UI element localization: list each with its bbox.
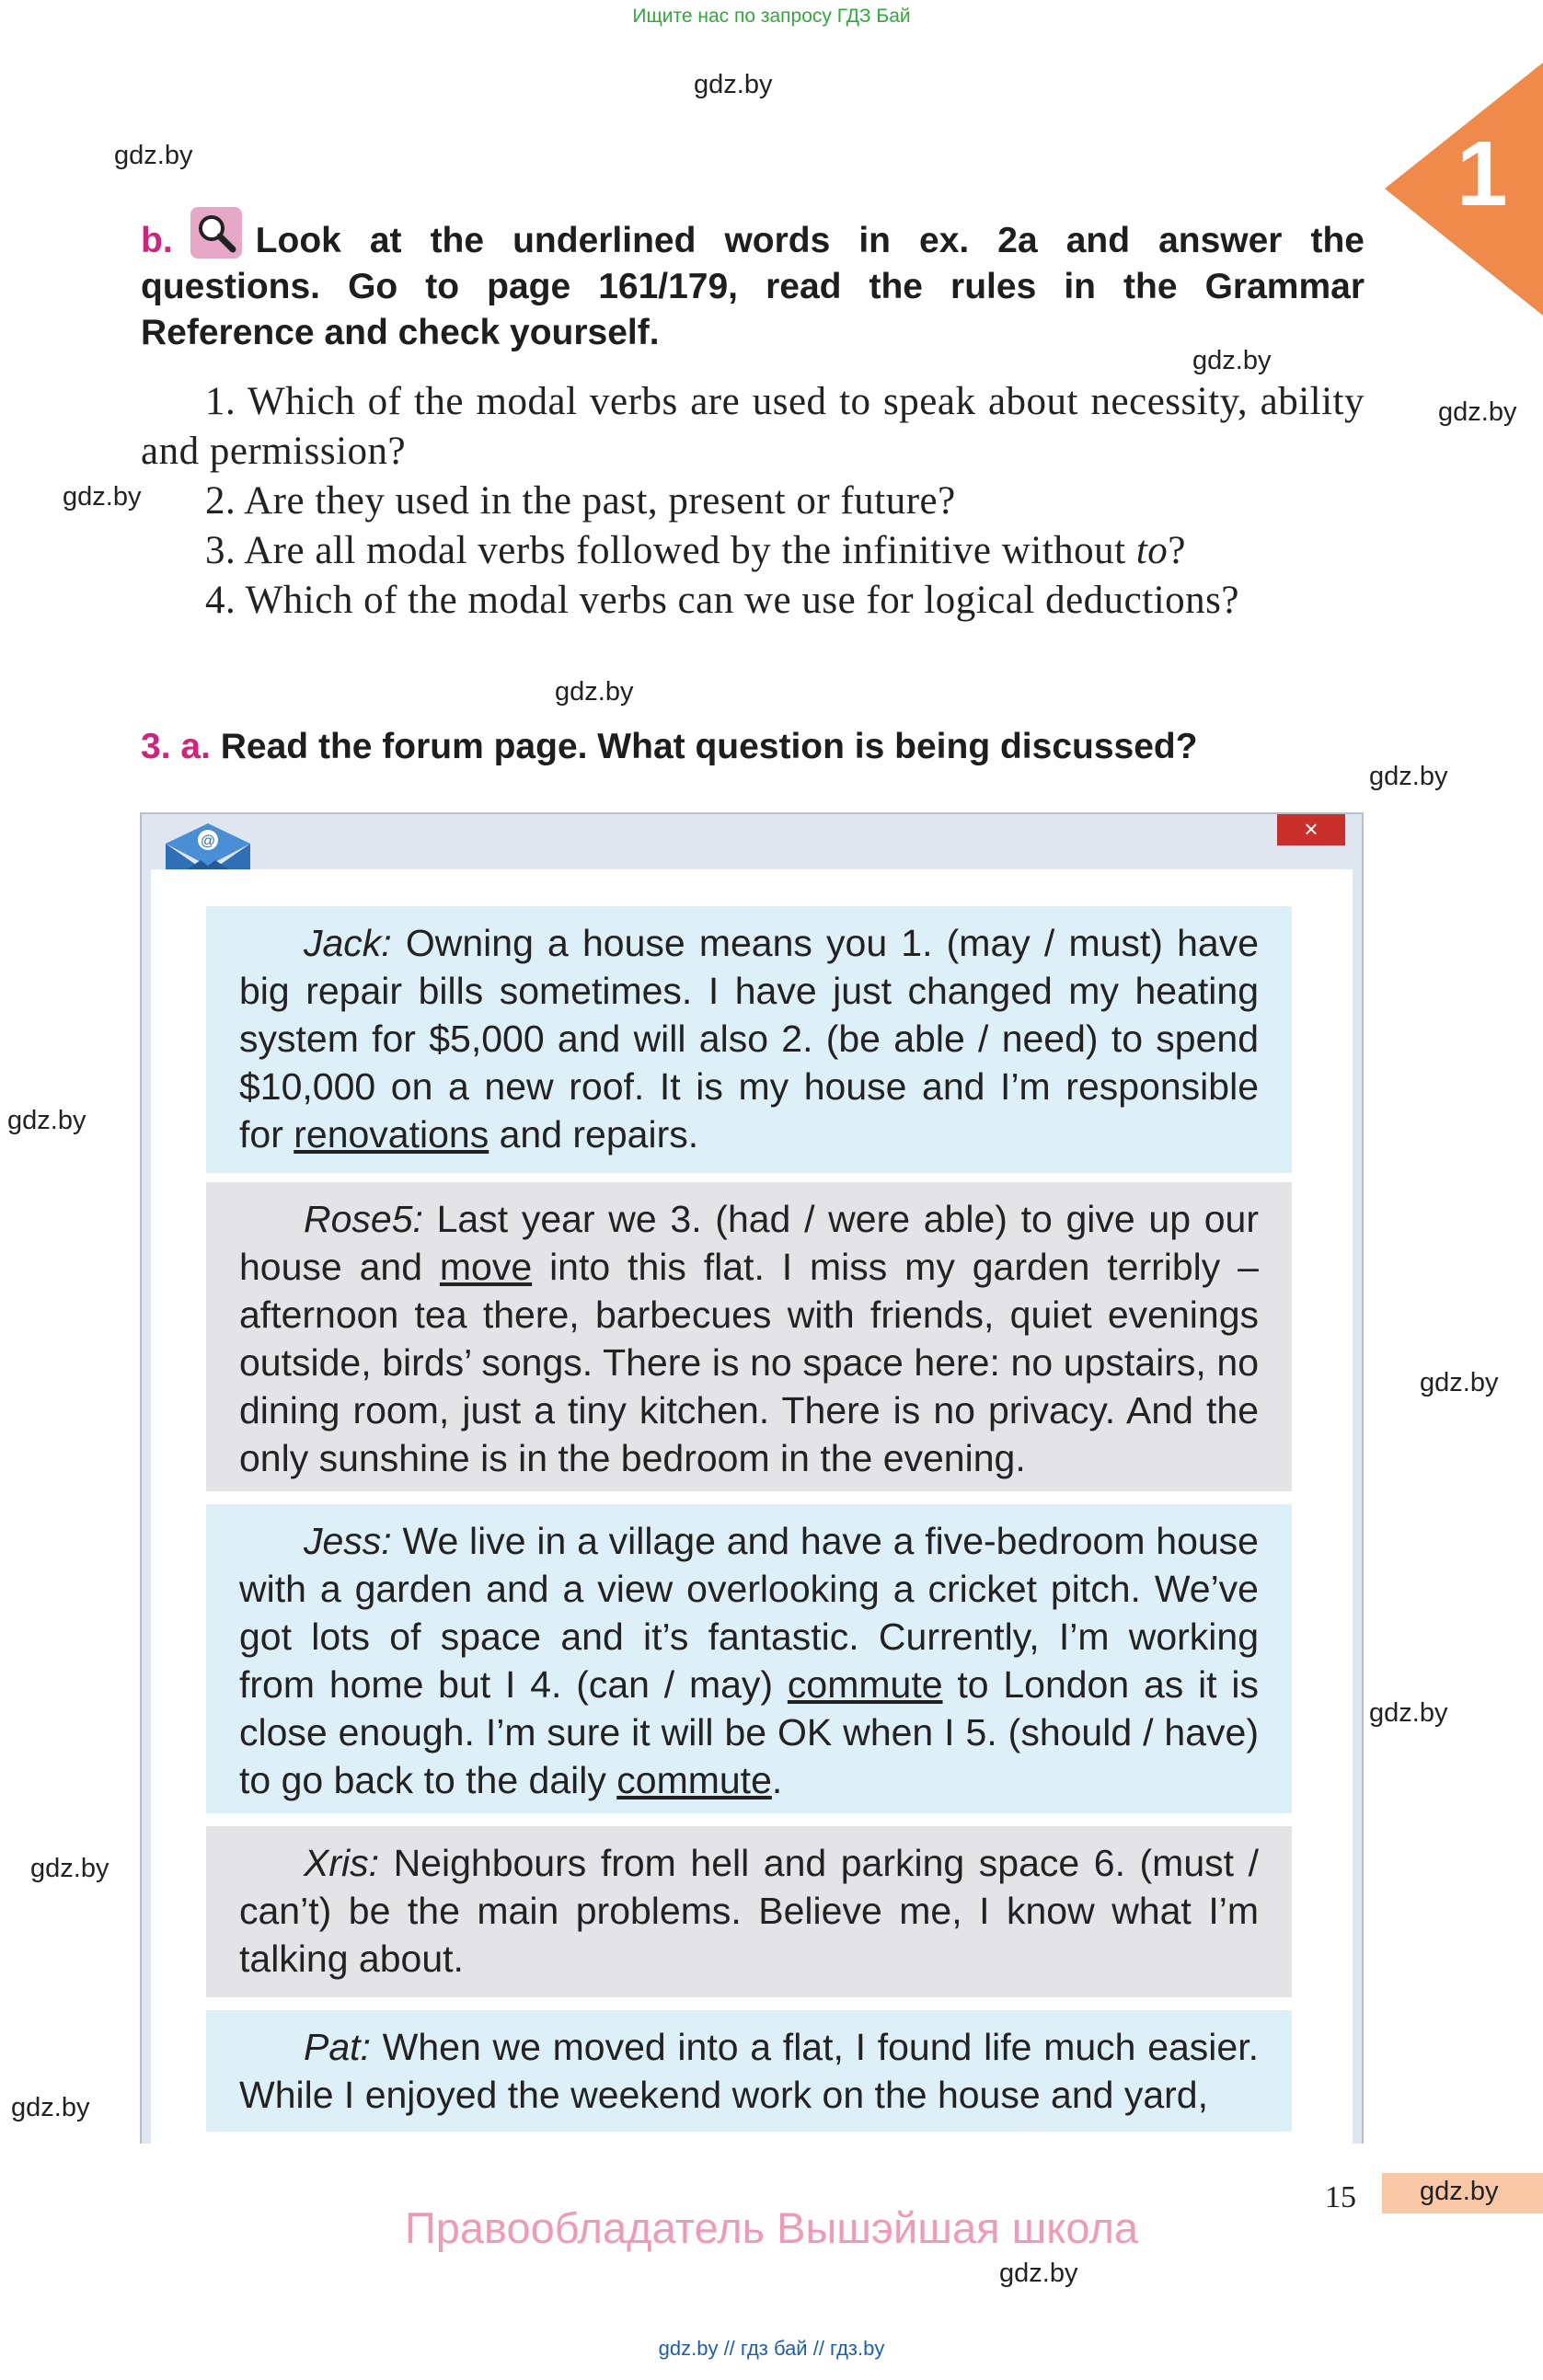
task-b-instruction-block [141,206,1365,356]
question-2 [141,477,1365,526]
watermark: gdz.by [555,677,634,707]
underlined-word: commute [787,1663,943,1706]
post-author: Jess: [304,1520,392,1562]
watermark: gdz.by [63,482,142,512]
question-4 [141,576,1365,626]
question-text: 3. Are all modal verbs followed by the infinitive without [205,529,1136,572]
unit-corner-badge [1385,63,1543,316]
watermark: gdz.by [114,141,193,170]
post-text: to London as it is close enough. I’m sure it will be OK when I 5. (should / have) to go back to the daily [239,1663,1259,1801]
underlined-word: renovations [294,1113,489,1156]
task-3a-instruction: Read the forum page. What question is being discussed? [220,727,1198,766]
post-author: Pat: [304,2026,371,2068]
page-number: 15 [1325,2180,1356,2214]
watermark: gdz.by [11,2093,90,2122]
header-note[interactable]: Ищите нас по запросу ГДЗ Бай [632,6,911,27]
task-b-instruction: Look at the underlined words in ex. 2a and answer the questions. Go to page 161/179, read the rules in the Grammar Reference and check yourself. [141,221,1365,352]
forum-content [151,869,1353,2144]
post-text: When we moved into a flat, I found life much easier. While I enjoyed the weekend work on the house and yard, [239,2026,1259,2116]
post-author: Rose5: [304,1198,423,1240]
task-3a-label: a. [180,727,211,766]
watermark: gdz.by [1369,762,1448,791]
question-1 [141,377,1365,477]
question-italic-word: to [1135,529,1169,572]
post-text: We live in a village and have a five-bedroom house with a garden and a view overlooking a cricket pitch. We’ve got lots of space and it’s fantastic. Currently, I’m working from home but I 4. (can / may) [239,1520,1259,1706]
post-text: Last year we 3. (had / were able) to give up our house and [239,1198,1259,1288]
task-3a-heading [141,727,1198,767]
question-text: 2. Are they used in the past, present or future? [205,479,956,523]
watermark: gdz.by [1420,2177,1499,2206]
svg-text:@: @ [200,834,216,849]
watermark: gdz.by [30,1854,109,1883]
question-end: ? [1168,529,1186,572]
forum-window [140,812,1364,2144]
footer-links[interactable]: gdz.by // гдз бай // гдз.by [658,2337,885,2360]
magnifier-icon [190,206,243,259]
watermark: gdz.by [1438,397,1517,427]
post-text: . [771,1759,783,1801]
question-text: 1. Which of the modal verbs are used to speak about necessity, ability and permission? [141,380,1365,473]
forum-post-pat [206,2010,1292,2132]
underlined-word: move [439,1246,533,1288]
watermark: gdz.by [694,70,773,99]
post-text: Neighbours from hell and parking space 6. (must / can’t) be the main problems. Believe me, I know what I’m talking about. [239,1842,1259,1980]
question-3 [141,526,1365,576]
forum-post-jack [206,906,1292,1173]
post-text: Owning a house means you 1. (may / must) have big repair bills sometimes. I have just changed my heating system for $5,000 and will also 2. (be able / need) to spend $10,000 on a new roof. It is my house and I’m responsible for [239,922,1259,1156]
copyright-notice: Правообладатель Вышэйшая школа [404,2203,1139,2252]
watermark: gdz.by [7,1106,86,1135]
post-author: Jack: [304,922,392,964]
post-author: Xris: [304,1842,379,1884]
forum-post-xris [206,1826,1292,1997]
underlined-word: commute [616,1759,772,1801]
watermark: gdz.by [1192,346,1272,375]
question-text: 4. Which of the modal verbs can we use for logical deductions? [205,579,1239,622]
watermark: gdz.by [1369,1698,1448,1728]
post-text: and repairs. [489,1113,699,1156]
unit-number: 1 [1457,122,1508,225]
close-button[interactable]: × [1277,814,1345,845]
watermark: gdz.by [1420,1368,1499,1397]
task-3-number: 3. [141,727,171,766]
post-text: into this flat. I miss my garden terribly – afternoon tea there, barbecues with friends, quiet evenings outside, birds’ songs. There is no space here: no upstairs, no dining room, just a tiny kitchen. There is no privacy. And the only sunshine is in the bedroom in the evening. [239,1246,1259,1479]
forum-post-jess [206,1504,1292,1813]
task-b-label: b. [141,221,173,260]
watermark: gdz.by [999,2259,1078,2288]
forum-post-rose5 [206,1182,1292,1491]
